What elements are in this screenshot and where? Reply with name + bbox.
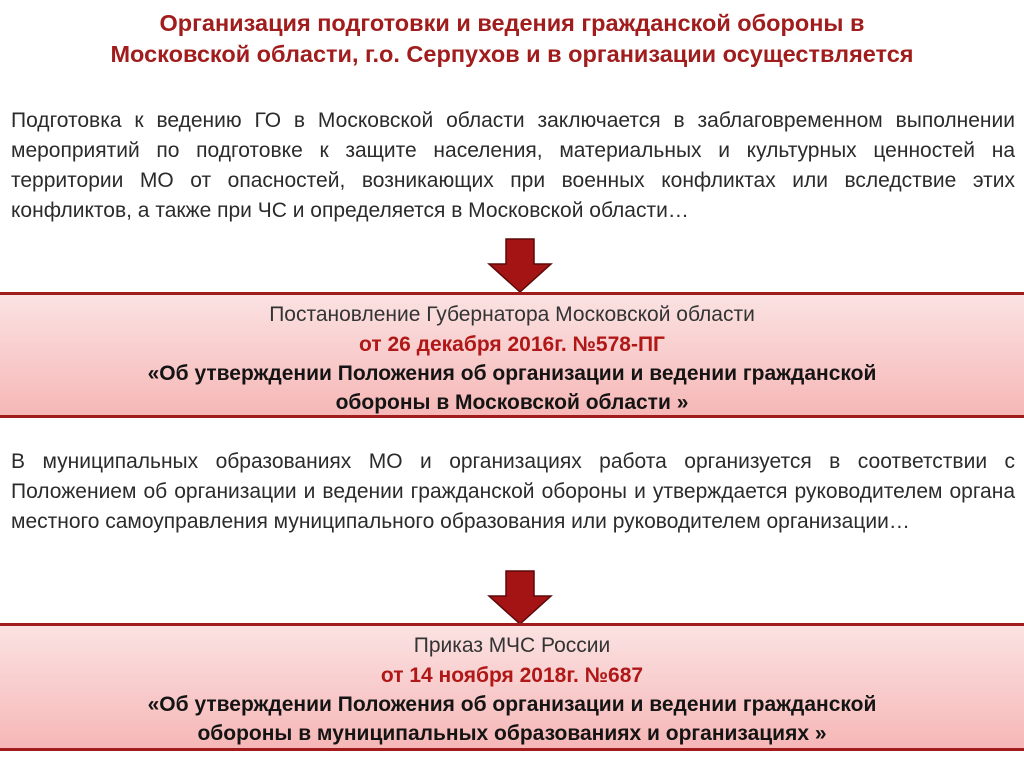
document-date-number: от 14 ноября 2018г. №687 [380,664,644,687]
document-date-number: от 26 декабря 2016г. №578-ПГ [359,333,665,356]
paragraph-municipal: В муниципальных образованиях МО и организациях работа организуется в соответствии с Положением об организации и ведении гражданской обороны и утверждается руководителем органа местного самоуправления муниципального образования или руководителем организации… [11,450,1015,533]
document-band-governor-decree [0,292,1024,418]
document-issuer: Постановление Губернатора Московской области [269,303,755,326]
document-band-emercom-order [0,623,1024,751]
page-title [0,8,1024,70]
document-title-line-2: обороны в Московской области » [335,391,689,414]
document-title-line-2: обороны в муниципальных образованиях и организациях » [197,722,827,745]
paragraph-preparation: Подготовка к ведению ГО в Московской области заключается в заблаговременном выполнении мероприятий по подготовке к защите населения, материальных и культурных ценностей на территории МО от опасностей, возникающих при военных конфликтах или вследствие этих конфликтов, а также при ЧС и определяется в Московской области… [11,109,1015,222]
document-title-line-1: «Об утверждении Положения об организации и ведении гражданской [147,693,877,716]
document-issuer: Приказ МЧС России [413,634,611,657]
title-line-2: Московской области, г.о. Серпухов и в организации осуществляется [110,41,914,67]
down-arrow-icon [487,238,553,294]
title-line-1: Организация подготовки и ведения гражданской обороны в [159,10,865,36]
down-arrow-icon [487,570,553,626]
document-title-line-1: «Об утверждении Положения об организации и ведении гражданской [147,362,877,385]
